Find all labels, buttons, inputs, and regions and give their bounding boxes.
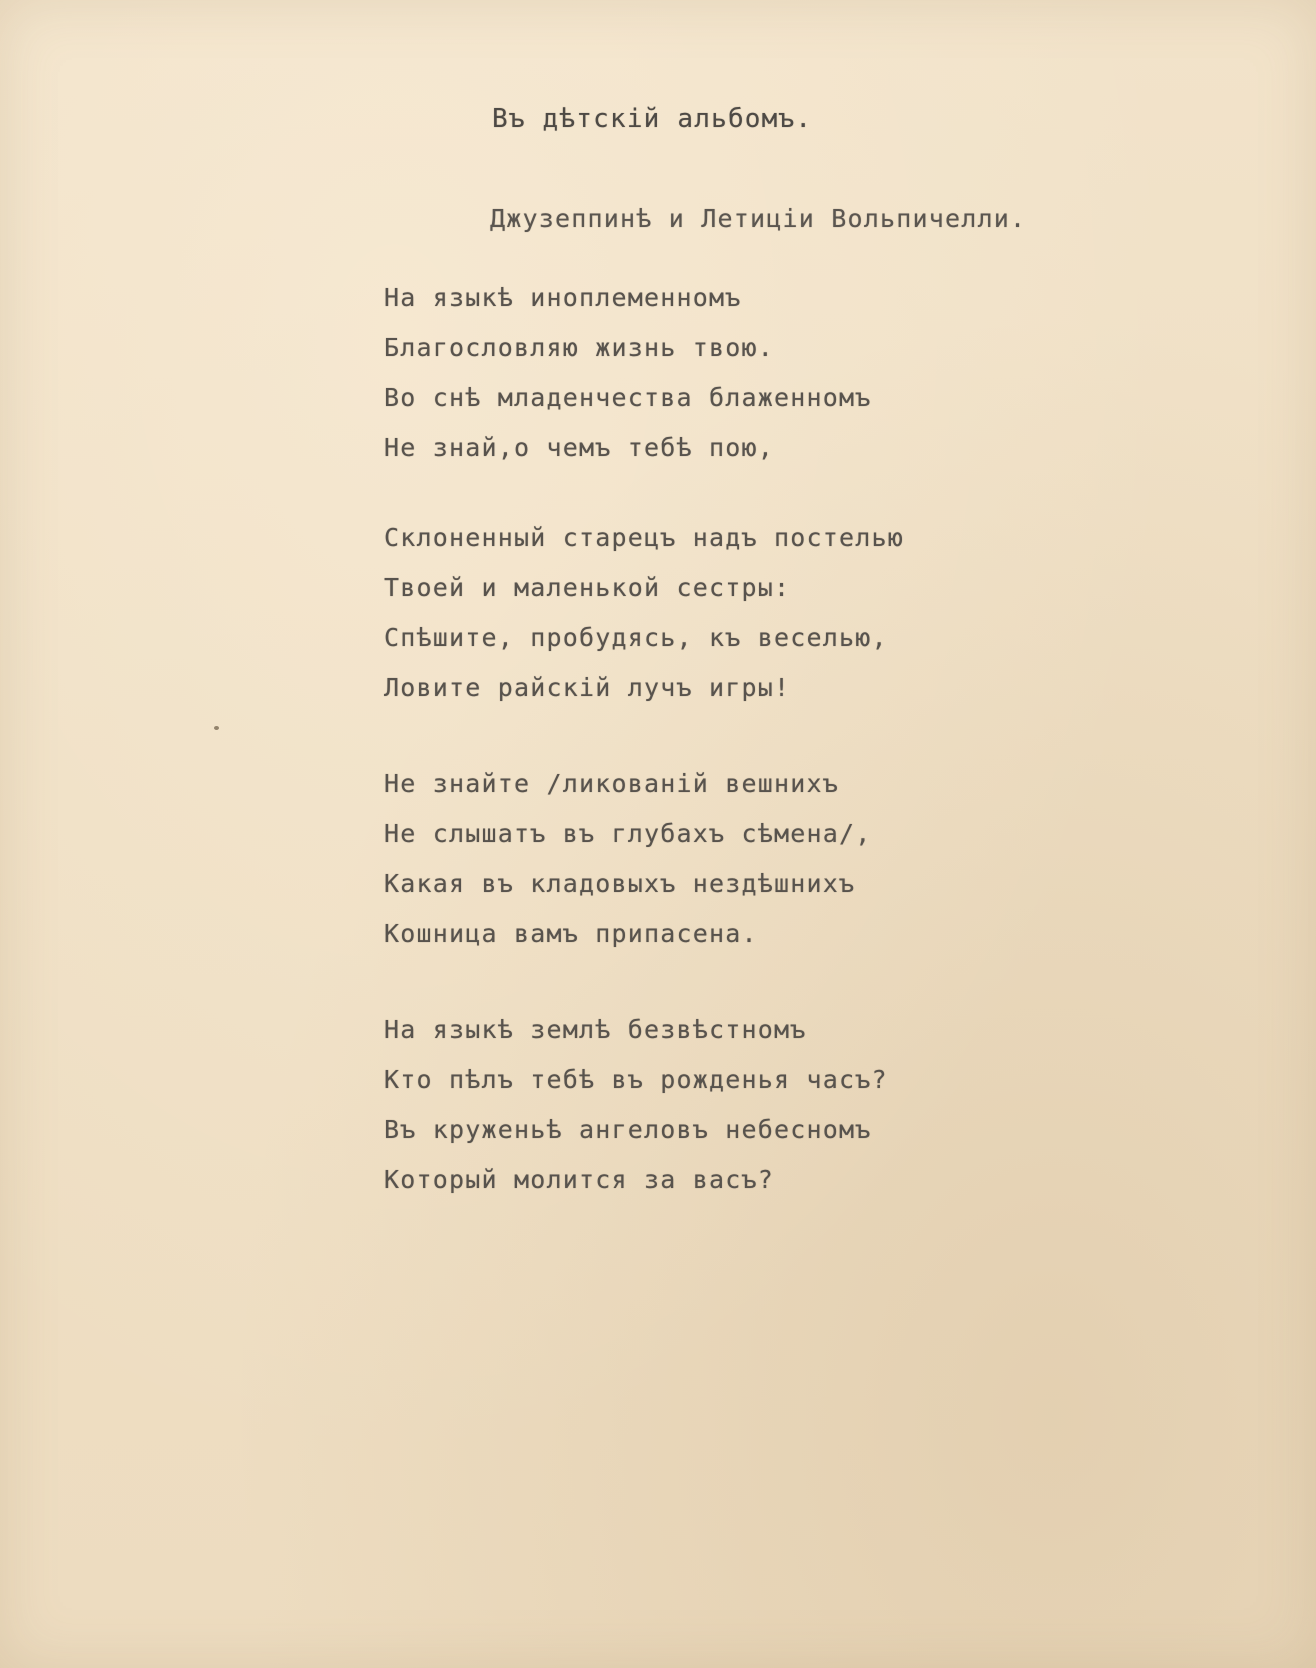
paper-speck xyxy=(214,726,219,730)
poem-line: Склоненный старецъ надъ постелью xyxy=(384,523,905,552)
poem-line: Не знайте /ликованій вешнихъ xyxy=(384,769,840,798)
poem-dedication: Джузеппинѣ и Летиціи Вольпичелли. xyxy=(490,204,1027,233)
stanza-3 xyxy=(384,759,872,959)
poem-title: Въ дѣтскій альбомъ. xyxy=(492,104,813,134)
poem-line: Въ круженьѣ ангеловъ небесномъ xyxy=(384,1115,872,1144)
poem-line: Кошница вамъ припасена. xyxy=(384,919,758,948)
poem-line: Какая въ кладовыхъ нездѣшнихъ xyxy=(384,869,856,898)
stanza-4 xyxy=(384,1005,888,1205)
poem-line: Не знай,о чемъ тебѣ пою, xyxy=(384,433,775,462)
poem-line: Ловите райскій лучъ игры! xyxy=(384,673,791,702)
stanza-2 xyxy=(384,513,904,713)
poem-line: Который молится за васъ? xyxy=(384,1165,775,1194)
poem-line: Не слышатъ въ глубахъ сѣмена/, xyxy=(384,819,872,848)
poem-line: Кто пѣлъ тебѣ въ рожденья часъ? xyxy=(384,1065,888,1094)
poem-line: Спѣшите, пробудясь, къ веселью, xyxy=(384,623,888,652)
poem-line: Твоей и маленькой сестры: xyxy=(384,573,791,602)
poem-line: На языкѣ иноплеменномъ xyxy=(384,283,742,312)
poem-line: На языкѣ землѣ безвѣстномъ xyxy=(384,1015,807,1044)
poem-line: Благословляю жизнь твою. xyxy=(384,333,775,362)
stanza-1 xyxy=(384,273,872,473)
poem-line: Во снѣ младенчества блаженномъ xyxy=(384,383,872,412)
